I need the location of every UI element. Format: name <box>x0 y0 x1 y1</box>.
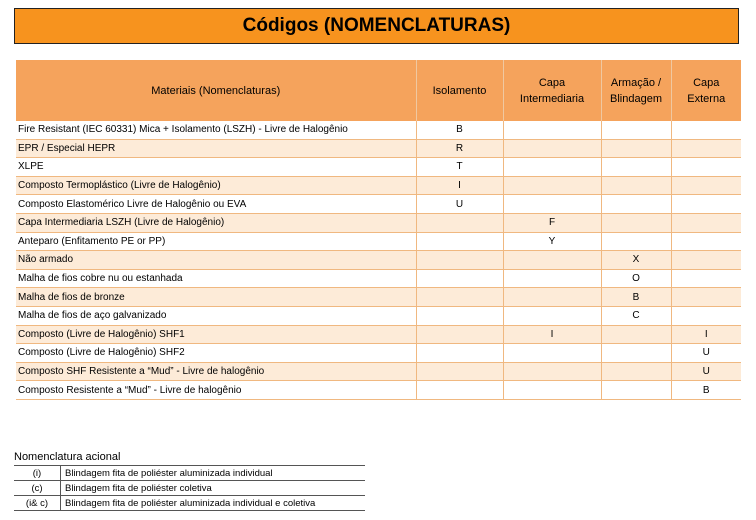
capa-ext-code-cell <box>671 176 741 195</box>
capa-int-code-cell: Y <box>503 232 601 251</box>
notes-row <box>14 481 365 496</box>
notes-table <box>14 465 365 511</box>
armacao-code-cell: O <box>601 269 671 288</box>
capa-int-code-cell <box>503 195 601 214</box>
material-cell: Composto Resistente a “Mud” - Livre de halogênio <box>16 381 416 400</box>
table-row <box>16 176 741 195</box>
header-armacao <box>601 60 671 121</box>
notes-table-body <box>14 466 365 511</box>
material-cell: Fire Resistant (IEC 60331) Mica + Isolamento (LSZH) - Livre de Halogênio <box>16 121 416 139</box>
capa-int-code-cell <box>503 176 601 195</box>
material-cell: Capa Intermediaria LSZH (Livre de Halogênio) <box>16 213 416 232</box>
header-capa-externa-line2: Externa <box>687 92 726 105</box>
armacao-code-cell <box>601 344 671 363</box>
material-cell: Composto SHF Resistente a “Mud” - Livre de halogênio <box>16 362 416 381</box>
notes-text: Blindagem fita de poliéster aluminizada individual <box>61 466 366 481</box>
capa-int-code-cell <box>503 381 601 400</box>
material-cell: XLPE <box>16 158 416 177</box>
armacao-code-cell <box>601 213 671 232</box>
isolamento-code-cell <box>416 213 503 232</box>
isolamento-code-cell: R <box>416 139 503 158</box>
table-header-row <box>16 60 741 121</box>
table-row <box>16 213 741 232</box>
armacao-code-cell: C <box>601 306 671 325</box>
capa-ext-code-cell: I <box>671 325 741 344</box>
notes-text: Blindagem fita de poliéster coletiva <box>61 481 366 496</box>
capa-ext-code-cell: U <box>671 362 741 381</box>
notes-row <box>14 466 365 481</box>
header-capa-intermediaria-line2: Intermediaria <box>519 92 585 105</box>
header-materials: Materiais (Nomenclaturas) <box>16 60 416 121</box>
capa-int-code-cell <box>503 344 601 363</box>
capa-int-code-cell <box>503 251 601 270</box>
material-cell: EPR / Especial HEPR <box>16 139 416 158</box>
table-row <box>16 381 741 400</box>
armacao-code-cell <box>601 195 671 214</box>
isolamento-code-cell <box>416 306 503 325</box>
capa-int-code-cell <box>503 139 601 158</box>
armacao-code-cell <box>601 362 671 381</box>
isolamento-code-cell: I <box>416 176 503 195</box>
header-capa-intermediaria-line1: Capa <box>538 76 566 89</box>
capa-int-code-cell <box>503 269 601 288</box>
armacao-code-cell <box>601 139 671 158</box>
capa-ext-code-cell <box>671 121 741 139</box>
isolamento-code-cell <box>416 344 503 363</box>
notes-text: Blindagem fita de poliéster aluminizada individual e coletiva <box>61 496 366 511</box>
capa-ext-code-cell <box>671 269 741 288</box>
isolamento-code-cell <box>416 269 503 288</box>
table-row <box>16 269 741 288</box>
capa-ext-code-cell <box>671 251 741 270</box>
isolamento-code-cell <box>416 288 503 307</box>
armacao-code-cell <box>601 232 671 251</box>
table-row <box>16 325 741 344</box>
notes-code: (c) <box>14 481 61 496</box>
table-row <box>16 288 741 307</box>
capa-int-code-cell <box>503 288 601 307</box>
header-capa-externa-line1: Capa <box>693 76 720 89</box>
notes-row <box>14 496 365 511</box>
material-cell: Não armado <box>16 251 416 270</box>
material-cell: Composto Termoplástico (Livre de Halogênio) <box>16 176 416 195</box>
table-row <box>16 306 741 325</box>
capa-ext-code-cell: U <box>671 344 741 363</box>
material-cell: Malha de fios cobre nu ou estanhada <box>16 269 416 288</box>
notes-code: (i) <box>14 466 61 481</box>
notes-title: Nomenclatura acional <box>14 451 121 463</box>
capa-int-code-cell: I <box>503 325 601 344</box>
table-row <box>16 344 741 363</box>
capa-int-code-cell: F <box>503 213 601 232</box>
material-cell: Malha de fios de aço galvanizado <box>16 306 416 325</box>
table-row <box>16 158 741 177</box>
isolamento-code-cell <box>416 251 503 270</box>
table-row <box>16 195 741 214</box>
material-cell: Composto (Livre de Halogênio) SHF2 <box>16 344 416 363</box>
isolamento-code-cell <box>416 232 503 251</box>
table-row <box>16 251 741 270</box>
table-row <box>16 232 741 251</box>
capa-int-code-cell <box>503 362 601 381</box>
table-row <box>16 121 741 139</box>
codes-table <box>16 60 741 400</box>
table-row <box>16 362 741 381</box>
table-row <box>16 139 741 158</box>
material-cell: Anteparo (Enfitamento PE or PP) <box>16 232 416 251</box>
header-capa-intermediaria <box>503 60 601 121</box>
capa-ext-code-cell <box>671 213 741 232</box>
isolamento-code-cell <box>416 362 503 381</box>
isolamento-code-cell <box>416 381 503 400</box>
codes-table-body <box>16 121 741 399</box>
isolamento-code-cell: B <box>416 121 503 139</box>
material-cell: Composto (Livre de Halogênio) SHF1 <box>16 325 416 344</box>
header-capa-externa <box>671 60 741 121</box>
material-cell: Malha de fios de bronze <box>16 288 416 307</box>
capa-int-code-cell <box>503 306 601 325</box>
isolamento-code-cell <box>416 325 503 344</box>
isolamento-code-cell: U <box>416 195 503 214</box>
armacao-code-cell: X <box>601 251 671 270</box>
title-bar <box>14 8 739 44</box>
capa-ext-code-cell <box>671 232 741 251</box>
header-isolamento: Isolamento <box>416 60 503 121</box>
armacao-code-cell <box>601 121 671 139</box>
capa-ext-code-cell <box>671 306 741 325</box>
armacao-code-cell <box>601 325 671 344</box>
capa-ext-code-cell <box>671 288 741 307</box>
capa-ext-code-cell <box>671 139 741 158</box>
capa-ext-code-cell: B <box>671 381 741 400</box>
armacao-code-cell <box>601 381 671 400</box>
header-armacao-line2: Blindagem <box>610 92 662 105</box>
isolamento-code-cell: T <box>416 158 503 177</box>
material-cell: Composto Elastomérico Livre de Halogênio ou EVA <box>16 195 416 214</box>
capa-ext-code-cell <box>671 158 741 177</box>
armacao-code-cell <box>601 158 671 177</box>
capa-ext-code-cell <box>671 195 741 214</box>
header-armacao-line1: Armação / <box>610 76 662 89</box>
page-title: Códigos (NOMENCLATURAS) <box>242 15 511 36</box>
armacao-code-cell <box>601 176 671 195</box>
capa-int-code-cell <box>503 158 601 177</box>
notes-code: (i& c) <box>14 496 61 511</box>
armacao-code-cell: B <box>601 288 671 307</box>
capa-int-code-cell <box>503 121 601 139</box>
